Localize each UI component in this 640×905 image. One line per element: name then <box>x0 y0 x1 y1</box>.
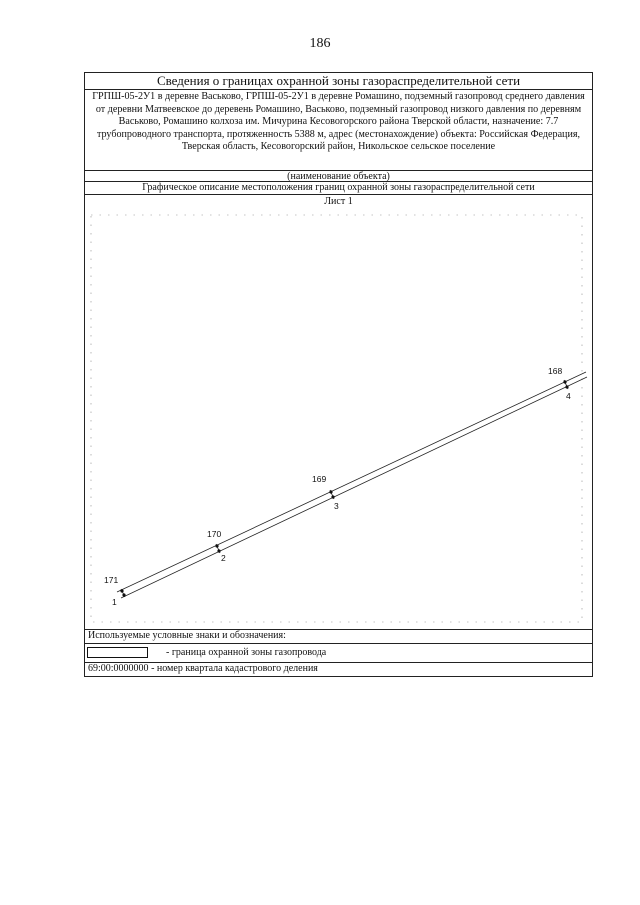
boundary-map <box>85 209 592 629</box>
legend-zone-boundary <box>85 643 592 662</box>
boundary-map-svg <box>85 209 592 629</box>
map-point-label: 4 <box>566 391 571 401</box>
zone-boundary-desc: - граница охранной зоны газопровода <box>166 647 327 658</box>
map-point-label: 168 <box>548 366 563 376</box>
map-point-label: 3 <box>334 501 339 511</box>
page-number: 186 <box>309 36 331 51</box>
legend-cadastral-quarter <box>85 662 592 676</box>
object-description: ГРПШ-05-2У1 в деревне Васьково, ГРПШ-05-2У1 в деревне Ромашино, подземный газопровод среднего давления от деревни Матвеевское до деревень Ромашино, Васьково, подземный газопровод низкого давления по деревням Васьково, Ромашино колхоза им. Мичурина Кесовогорского района Тверской области, назначение: 7.7 трубопроводного транспорта, протяженность 5388 м, адрес (местонахождение) объекта: Российская Федерация, Тверская область, Кесовогорский район, Никольское сельское поселение <box>92 91 585 152</box>
map-point-label: 170 <box>207 529 222 539</box>
map-point-marker <box>329 490 334 499</box>
object-name-label: (наименование объекта) <box>85 170 592 182</box>
graphic-description-title: Графическое описание местоположения границ охранной зоны газораспределительной сети <box>85 182 592 195</box>
map-point-marker <box>120 589 125 597</box>
map-point-label: 171 <box>104 575 119 585</box>
sheet-label: Лист 1 <box>324 196 353 207</box>
form-title: Сведения о границах охранной зоны газораспределительной сети <box>85 73 592 90</box>
map-point-label: 169 <box>312 474 327 484</box>
map-point-label: 1 <box>112 597 117 607</box>
zone-boundary-upper <box>117 372 586 592</box>
boundary-info-form <box>84 72 593 677</box>
legend-heading: Используемые условные знаки и обозначения: <box>85 629 592 643</box>
zone-boundary-swatch <box>87 647 148 658</box>
map-point-marker <box>215 544 220 553</box>
map-point-label: 2 <box>221 553 226 563</box>
cadastral-quarter-desc: - номер квартала кадастрового деления <box>151 663 318 674</box>
cadastral-quarter-code: 69:00:0000000 <box>88 663 149 674</box>
map-frame <box>91 215 582 622</box>
zone-boundary-lower <box>121 377 587 598</box>
